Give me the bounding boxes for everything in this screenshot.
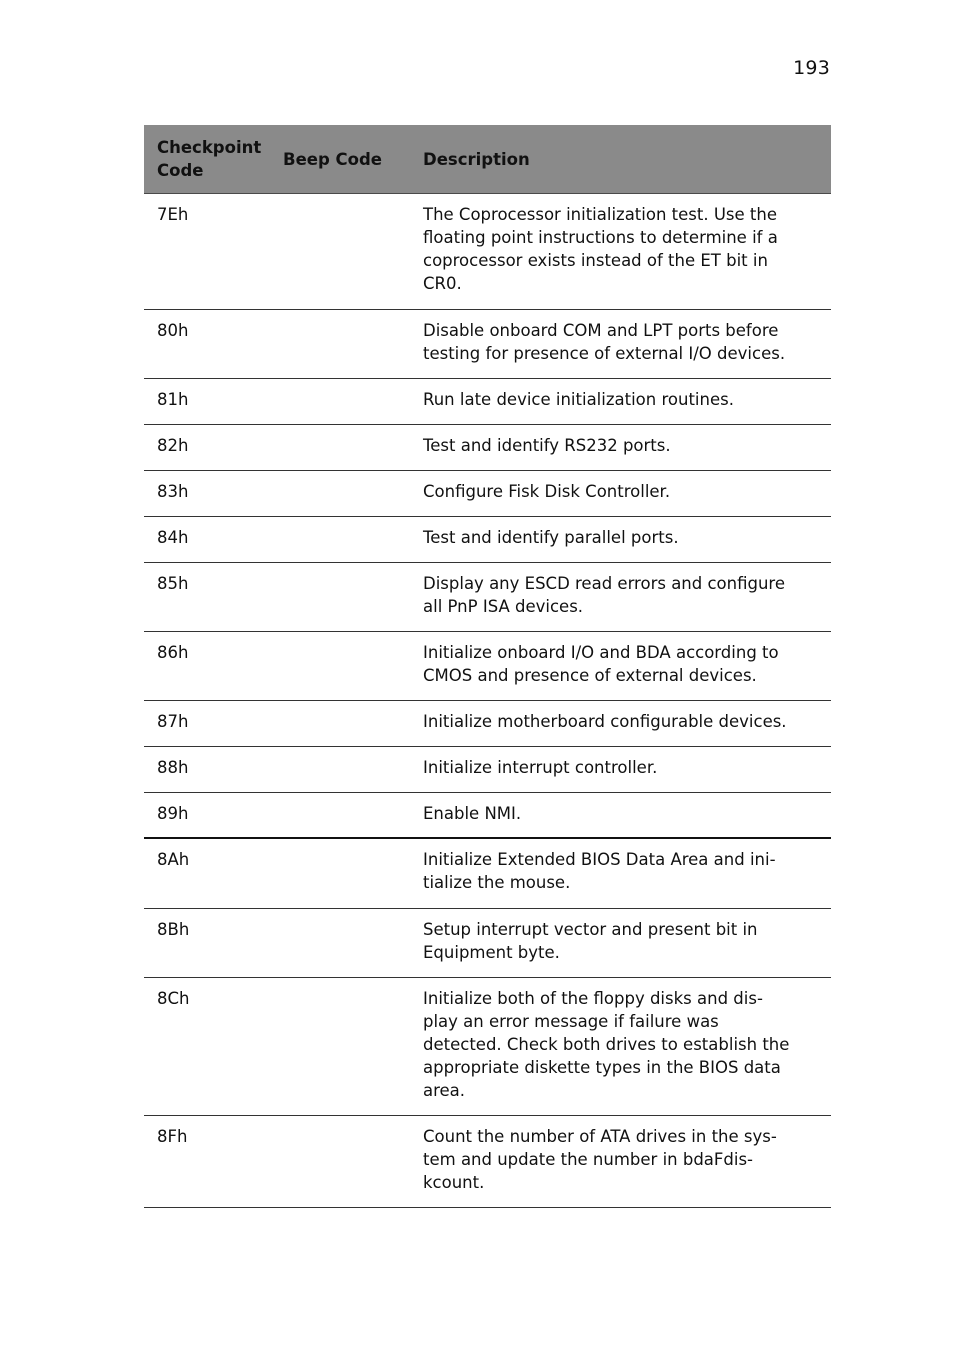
table-row — [144, 563, 831, 632]
table-row — [144, 310, 831, 379]
table-row — [144, 471, 831, 517]
checkpoint-code-cell: 8Bh — [157, 920, 190, 939]
beep-code-cell — [283, 918, 423, 977]
description-cell: Test and identify RS232 ports. — [423, 436, 671, 455]
table-row — [144, 793, 831, 839]
table-row — [144, 194, 831, 310]
beep-code-cell — [283, 756, 423, 792]
checkpoint-code-cell: 82h — [157, 436, 189, 455]
description-cell: Initialize onboard I/O and BDA according to CMOS and presence of external devices. — [423, 643, 779, 685]
description-cell: Test and identify parallel ports. — [423, 528, 679, 547]
table-header — [144, 125, 831, 194]
checkpoint-code-cell: 84h — [157, 528, 189, 547]
description-cell: Count the number of ATA drives in the sys- tem and update the number in bdaFdis- kcount. — [423, 1127, 777, 1192]
description-cell: Initialize both of the floppy disks and dis- play an error message if failure was detected. Check both drives to establish the appropriate diskette types in the BIOS data area. — [423, 989, 790, 1100]
checkpoint-code-cell: 83h — [157, 482, 189, 501]
table-row — [144, 517, 831, 563]
description-cell: Initialize motherboard configurable devices. — [423, 712, 787, 731]
description-cell: Run late device initialization routines. — [423, 390, 734, 409]
beep-code-cell — [283, 710, 423, 746]
table-row — [144, 701, 831, 747]
description-cell: Setup interrupt vector and present bit in Equipment byte. — [423, 920, 758, 962]
description-cell: Initialize Extended BIOS Data Area and ini- tialize the mouse. — [423, 850, 776, 892]
table-row — [144, 379, 831, 425]
beep-code-cell — [283, 987, 423, 1115]
table-row — [144, 632, 831, 701]
description-cell: Initialize interrupt controller. — [423, 758, 658, 777]
description-cell: Enable NMI. — [423, 804, 522, 823]
table-row — [144, 909, 831, 978]
table-row — [144, 1116, 831, 1208]
header-description: Description — [423, 149, 530, 169]
table-body — [144, 194, 831, 1208]
checkpoint-code-cell: 80h — [157, 321, 189, 340]
table-row — [144, 747, 831, 793]
description-cell: The Coprocessor initialization test. Use the floating point instructions to determine if a coprocessor exists instead of the ET bit in CR0. — [423, 205, 778, 293]
checkpoint-code-cell: 8Ch — [157, 989, 190, 1008]
beep-code-cell — [283, 434, 423, 470]
header-beep-code: Beep Code — [283, 149, 382, 169]
description-cell: Display any ESCD read errors and configure all PnP ISA devices. — [423, 574, 786, 616]
checkpoint-code-cell: 88h — [157, 758, 189, 777]
description-cell: Configure Fisk Disk Controller. — [423, 482, 671, 501]
checkpoint-table — [144, 125, 831, 1208]
beep-code-cell — [283, 802, 423, 837]
beep-code-cell — [283, 848, 423, 908]
checkpoint-code-cell: 89h — [157, 804, 189, 823]
table-row — [144, 425, 831, 471]
header-checkpoint-code: Checkpoint Code — [157, 138, 262, 180]
beep-code-cell — [283, 572, 423, 631]
beep-code-cell — [283, 388, 423, 424]
table-row — [144, 978, 831, 1116]
checkpoint-code-cell: 85h — [157, 574, 189, 593]
table-row — [144, 839, 831, 909]
beep-code-cell — [283, 1125, 423, 1207]
checkpoint-code-cell: 87h — [157, 712, 189, 731]
checkpoint-code-cell: 86h — [157, 643, 189, 662]
description-cell: Disable onboard COM and LPT ports before testing for presence of external I/O devices. — [423, 321, 786, 363]
page-number: 193 — [793, 57, 830, 79]
checkpoint-code-cell: 81h — [157, 390, 189, 409]
checkpoint-code-cell: 8Fh — [157, 1127, 188, 1146]
beep-code-cell — [283, 480, 423, 516]
beep-code-cell — [283, 641, 423, 700]
beep-code-cell — [283, 203, 423, 309]
beep-code-cell — [283, 526, 423, 562]
checkpoint-code-cell: 8Ah — [157, 850, 190, 869]
checkpoint-code-cell: 7Eh — [157, 205, 189, 224]
beep-code-cell — [283, 319, 423, 378]
